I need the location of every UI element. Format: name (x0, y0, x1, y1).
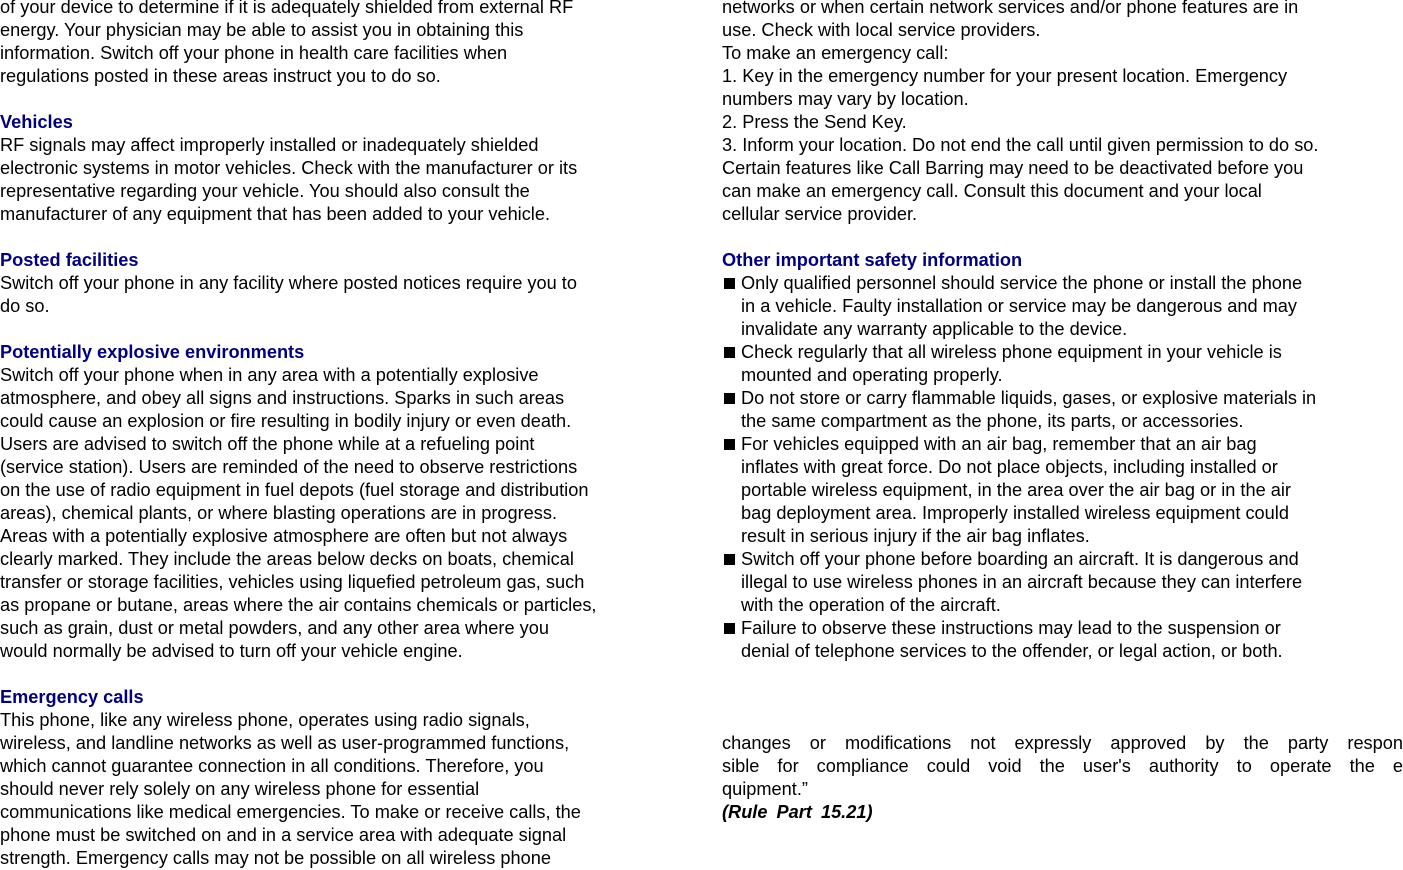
text-line: of your device to determine if it is adequately shielded from external RF (0, 0, 574, 17)
text-line: communications like medical emergencies. To make or receive calls, the (0, 802, 581, 822)
text-line: cellular service provider. (722, 204, 918, 224)
vehicles-heading: Vehicles (0, 112, 73, 132)
text-line: strength. Emergency calls may not be possible on all wireless phone (0, 848, 551, 868)
bullet-item (722, 341, 1403, 387)
text-line: Check regularly that all wireless phone equipment in your vehicle is (741, 342, 1282, 362)
bullet-item (722, 433, 1403, 548)
bullet-item (722, 617, 1403, 663)
text-line: would normally be advised to turn off your vehicle engine. (0, 641, 463, 661)
text-line: invalidate any warranty applicable to the device. (741, 319, 1128, 339)
intro-paragraph (0, 0, 700, 88)
text-line: Certain features like Call Barring may need to be deactivated before you (722, 158, 1304, 178)
bullet-item (722, 387, 1403, 433)
text-line: information. Switch off your phone in health care facilities when (0, 43, 508, 63)
text-line: Failure to observe these instructions may lead to the suspension or (741, 618, 1281, 638)
text-line: portable wireless equipment, in the area over the air bag or in the air (741, 480, 1291, 500)
emergency-calls-section (0, 686, 700, 870)
other-safety-section (722, 249, 1403, 663)
text-line: RF signals may affect improperly installed or inadequately shielded (0, 135, 539, 155)
text-line: result in serious injury if the air bag inflates. (741, 526, 1090, 546)
text-line: which cannot guarantee connection in all conditions. Therefore, you (0, 756, 544, 776)
text-line: For vehicles equipped with an air bag, remember that an air bag (741, 434, 1257, 454)
text-line: should never rely solely on any wireless phone for essential (0, 779, 480, 799)
text-line: electronic systems in motor vehicles. Check with the manufacturer or its (0, 158, 578, 178)
text-line: could cause an explosion or fire resulting in bodily injury or even death. (0, 411, 572, 431)
emergency-calls-continued (722, 0, 1403, 226)
text-line: transfer or storage facilities, vehicles using liquefied petroleum gas, such (0, 572, 585, 592)
explosive-environments-section (0, 341, 700, 663)
text-line: (service station). Users are reminded of the need to observe restrictions (0, 457, 578, 477)
text-line: manufacturer of any equipment that has been added to your vehicle. (0, 204, 551, 224)
square-bullet-icon (724, 347, 735, 358)
text-line: numbers may vary by location. (722, 89, 969, 109)
text-line: with the operation of the aircraft. (741, 595, 1001, 615)
text-line: energy. Your physician may be able to assist you in obtaining this (0, 20, 524, 40)
text-line: in a vehicle. Faulty installation or service may be dangerous and may (741, 296, 1298, 316)
text-line: use. Check with local service providers. (722, 20, 1041, 40)
text-line: 2. Press the Send Key. (722, 112, 907, 132)
bullet-item (722, 272, 1403, 341)
text-line: clearly marked. They include the areas below decks on boats, chemical (0, 549, 574, 569)
text-line: Switch off your phone in any facility where posted notices require you to (0, 273, 577, 293)
text-line: do so. (0, 296, 50, 316)
square-bullet-icon (724, 439, 735, 450)
vehicles-section (0, 111, 700, 226)
bullet-item (722, 548, 1403, 617)
text-line: 1. Key in the emergency number for your present location. Emergency (722, 66, 1288, 86)
text-line: illegal to use wireless phones in an aircraft because they can interfere (741, 572, 1303, 592)
text-line: atmosphere, and obey all signs and instructions. Sparks in such areas (0, 388, 565, 408)
text-line: can make an emergency call. Consult this document and your local (722, 181, 1262, 201)
text-line: inflates with great force. Do not place objects, including installed or (741, 457, 1278, 477)
text-line: areas), chemical plants, or where blasting operations are in progress. (0, 503, 558, 523)
fcc-notice (722, 732, 1403, 824)
text-line: Do not store or carry flammable liquids, gases, or explosive materials in (741, 388, 1317, 408)
text-line: such as grain, dust or metal powders, and any other area where you (0, 618, 549, 638)
rule-reference: (Rule Part 15.21) (722, 802, 873, 822)
right-column (722, 0, 1403, 824)
text-line: representative regarding your vehicle. You should also consult the (0, 181, 530, 201)
text-line: mounted and operating properly. (741, 365, 1003, 385)
square-bullet-icon (724, 623, 735, 634)
square-bullet-icon (724, 554, 735, 565)
text-line: Areas with a potentially explosive atmosphere are often but not always (0, 526, 568, 546)
text-line: Switch off your phone before boarding an aircraft. It is dangerous and (741, 549, 1299, 569)
square-bullet-icon (724, 393, 735, 404)
text-line: Only qualified personnel should service the phone or install the phone (741, 273, 1303, 293)
square-bullet-icon (724, 278, 735, 289)
text-line: networks or when certain network services and/or phone features are in (722, 0, 1299, 17)
explosive-environments-heading: Potentially explosive environments (0, 342, 305, 362)
posted-facilities-heading: Posted facilities (0, 250, 139, 270)
text-line: Switch off your phone when in any area with a potentially explosive (0, 365, 539, 385)
emergency-calls-heading: Emergency calls (0, 687, 144, 707)
text-line: denial of telephone services to the offender, or legal action, or both. (741, 641, 1283, 661)
text-line: sible for compliance could void the user's authority to operate the e (722, 756, 1403, 776)
text-line: the same compartment as the phone, its parts, or accessories. (741, 411, 1244, 431)
text-line: as propane or butane, areas where the air contains chemicals or particles, (0, 595, 597, 615)
text-line: on the use of radio equipment in fuel depots (fuel storage and distribution (0, 480, 589, 500)
left-column (0, 0, 700, 870)
text-line: phone must be switched on and in a service area with adequate signal (0, 825, 567, 845)
text-line: changes or modifications not expressly approved by the party respon (722, 733, 1403, 753)
text-line: regulations posted in these areas instruct you to do so. (0, 66, 441, 86)
other-safety-heading: Other important safety information (722, 250, 1023, 270)
text-line: To make an emergency call: (722, 43, 949, 63)
text-line: 3. Inform your location. Do not end the call until given permission to do so. (722, 135, 1319, 155)
text-line: Users are advised to switch off the phone while at a refueling point (0, 434, 535, 454)
text-line: This phone, like any wireless phone, operates using radio signals, (0, 710, 530, 730)
text-line: wireless, and landline networks as well as user-programmed functions, (0, 733, 570, 753)
text-line: quipment.” (722, 779, 808, 799)
posted-facilities-section (0, 249, 700, 318)
text-line: bag deployment area. Improperly installed wireless equipment could (741, 503, 1289, 523)
